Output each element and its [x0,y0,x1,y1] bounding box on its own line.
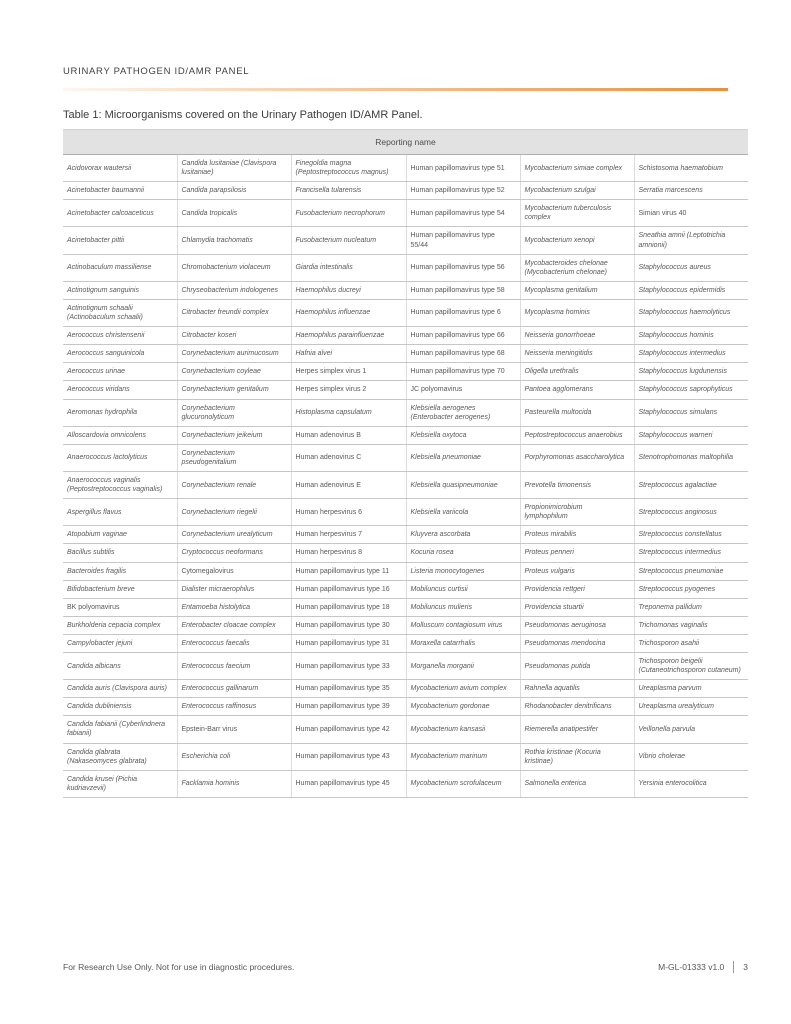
organism-cell: Escherichia coli [177,743,291,770]
table-row [63,426,748,444]
table-row [63,200,748,227]
table-row [63,227,748,254]
organism-cell: Chryseobacterium indologenes [177,281,291,299]
organism-cell: Vibrio cholerae [634,743,748,770]
organism-cell: Candida glabrata (Nakaseomyces glabrata) [63,743,177,770]
organism-cell: Kocuria rosea [406,544,520,562]
organism-cell: Human papillomavirus type 6 [406,299,520,326]
organism-cell: Entamoeba histolytica [177,598,291,616]
organism-cell: Trichosporon beigelii (Cutaneotrichosporon cutaneum) [634,653,748,680]
organism-cell: Mycobacterium kansasii [406,716,520,743]
organism-cell: Giardia intestinalis [291,254,406,281]
table-row [63,363,748,381]
organism-cell: Human papillomavirus type 30 [291,616,406,634]
organism-cell: Rothia kristinae (Kocuria kristinae) [520,743,634,770]
organism-cell: Ureaplasma parvum [634,680,748,698]
organism-cell: Human papillomavirus type 58 [406,281,520,299]
organism-cell: Anaerococcus lactolyticus [63,444,177,471]
organism-cell: Mycoplasma hominis [520,299,634,326]
organism-cell: Human papillomavirus type 18 [291,598,406,616]
organism-cell: Enterobacter cloacae complex [177,616,291,634]
organism-cell: Aerococcus urinae [63,363,177,381]
organism-cell: Hafnia alvei [291,345,406,363]
organism-cell: Klebsiella variicola [406,499,520,526]
organism-cell: Acinetobacter pittii [63,227,177,254]
organism-cell: Staphylococcus saprophyticus [634,381,748,399]
organism-cell: Corynebacterium genitalium [177,381,291,399]
table-row [63,698,748,716]
organism-cell: Candida lusitaniae (Clavispora lusitaniae) [177,155,291,182]
organism-cell: Human herpesvirus 7 [291,526,406,544]
organism-cell: Human herpesvirus 6 [291,499,406,526]
organism-cell: Molluscum contagiosum virus [406,616,520,634]
organism-cell: Candida dubliniensis [63,698,177,716]
organism-cell: Neisseria gonorrhoeae [520,327,634,345]
organism-cell: Human papillomavirus type 45 [291,770,406,797]
organism-cell: Candida krusei (Pichia kudriavzevii) [63,770,177,797]
organism-cell: Pasteurella multocida [520,399,634,426]
organism-cell: Pseudomonas aeruginosa [520,616,634,634]
organism-cell: Oligella urethralis [520,363,634,381]
organism-cell: Aerococcus christensenii [63,327,177,345]
table-row [63,327,748,345]
footer-divider [733,961,734,973]
organism-cell: Streptococcus intermedius [634,544,748,562]
organism-cell: Corynebacterium coyleae [177,363,291,381]
organism-cell: Corynebacterium urealyticum [177,526,291,544]
organism-cell: Finegoldia magna (Peptostreptococcus magnus) [291,155,406,182]
table-row [63,653,748,680]
organism-cell: Mycobacteroides chelonae (Mycobacterium chelonae) [520,254,634,281]
organism-cell: Streptococcus constellatus [634,526,748,544]
footer-doc-number: M-GL-01333 v1.0 [658,962,725,972]
organism-cell: Corynebacterium glucuronolyticum [177,399,291,426]
organism-cell: Campylobacter jejuni [63,634,177,652]
organism-cell: Mycobacterium marinum [406,743,520,770]
organism-cell: Human papillomavirus type 52 [406,182,520,200]
organism-cell: Human papillomavirus type 68 [406,345,520,363]
organism-cell: Aspergillus flavus [63,499,177,526]
organism-cell: Herpes simplex virus 2 [291,381,406,399]
organism-cell: Pantoea agglomerans [520,381,634,399]
organism-cell: Mycobacterium gordonae [406,698,520,716]
organism-cell: Mycobacterium szulgai [520,182,634,200]
organism-cell: Streptococcus anginosus [634,499,748,526]
footer-disclaimer: For Research Use Only. Not for use in diagnostic procedures. [63,962,295,972]
table-row [63,499,748,526]
organism-cell: Human adenovirus B [291,426,406,444]
table-row [63,580,748,598]
organism-cell: Mycobacterium tuberculosis complex [520,200,634,227]
organism-cell: Human adenovirus C [291,444,406,471]
organism-table-body [63,155,748,798]
organism-cell: Staphylococcus haemolyticus [634,299,748,326]
organism-cell: Candida fabianii (Cyberlindnera fabianii) [63,716,177,743]
organism-cell: Klebsiella oxytoca [406,426,520,444]
table-row [63,381,748,399]
table-header [63,130,748,155]
organism-cell: Staphylococcus hominis [634,327,748,345]
organism-cell: Cytomegalovirus [177,562,291,580]
organism-cell: Morganella morganii [406,653,520,680]
organism-cell: Streptococcus pyogenes [634,580,748,598]
organism-cell: Staphylococcus epidermidis [634,281,748,299]
organism-cell: Trichosporon asahii [634,634,748,652]
organism-cell: JC polyomavirus [406,381,520,399]
organism-cell: Bacteroides fragilis [63,562,177,580]
organism-cell: Human papillomavirus type 56 [406,254,520,281]
organism-cell: Candida tropicalis [177,200,291,227]
organism-cell: Chromobacterium violaceum [177,254,291,281]
organism-cell: Proteus penneri [520,544,634,562]
organism-cell: Aerococcus viridans [63,381,177,399]
table-row [63,182,748,200]
organism-cell: Streptococcus pneumoniae [634,562,748,580]
organism-cell: Herpes simplex virus 1 [291,363,406,381]
organism-cell: Bacillus subtilis [63,544,177,562]
organism-cell: Human papillomavirus type 42 [291,716,406,743]
organism-cell: Candida parapsilosis [177,182,291,200]
organism-cell: Salmonella enterica [520,770,634,797]
table-row [63,345,748,363]
organism-table [63,129,748,798]
organism-cell: Fusobacterium nucleatum [291,227,406,254]
organism-cell: Pseudomonas mendocina [520,634,634,652]
organism-cell: Providencia rettgeri [520,580,634,598]
organism-cell: Proteus vulgaris [520,562,634,580]
organism-cell: Candida albicans [63,653,177,680]
organism-cell: Bifidobacterium breve [63,580,177,598]
organism-cell: Haemophilus parainfluenzae [291,327,406,345]
organism-cell: Alloscardovia omnicolens [63,426,177,444]
organism-cell: Staphylococcus lugdunensis [634,363,748,381]
table-row [63,444,748,471]
organism-cell: Rahnella aquatilis [520,680,634,698]
organism-cell: Human papillomavirus type 16 [291,580,406,598]
organism-cell: Actinotignum sanguinis [63,281,177,299]
organism-cell: Trichomonas vaginalis [634,616,748,634]
table-row [63,680,748,698]
organism-cell: Yersinia enterocolitica [634,770,748,797]
organism-cell: Neisseria meningitidis [520,345,634,363]
organism-cell: Human papillomavirus type 55/44 [406,227,520,254]
organism-cell: Peptostreptococcus anaerobius [520,426,634,444]
organism-cell: Histoplasma capsulatum [291,399,406,426]
organism-cell: Human papillomavirus type 39 [291,698,406,716]
table-row [63,471,748,498]
organism-cell: Prevotella timonensis [520,471,634,498]
organism-cell: Klebsiella quasipneumoniae [406,471,520,498]
organism-cell: Burkholderia cepacia complex [63,616,177,634]
organism-cell: Enterococcus raffinosus [177,698,291,716]
organism-cell: Mycoplasma genitalium [520,281,634,299]
organism-cell: Mycobacterium scrofulaceum [406,770,520,797]
organism-cell: Candida auris (Clavispora auris) [63,680,177,698]
table-header-row [63,130,748,155]
organism-cell: Corynebacterium aurimucosum [177,345,291,363]
table-row [63,299,748,326]
organism-cell: Staphylococcus intermedius [634,345,748,363]
organism-cell: Citrobacter freundii complex [177,299,291,326]
organism-cell: Fusobacterium necrophorum [291,200,406,227]
organism-cell: Staphylococcus simulans [634,399,748,426]
organism-cell: Staphylococcus aureus [634,254,748,281]
organism-cell: Human adenovirus E [291,471,406,498]
organism-cell: Human herpesvirus 8 [291,544,406,562]
organism-cell: Facklamia hominis [177,770,291,797]
organism-cell: Human papillomavirus type 33 [291,653,406,680]
table-row [63,634,748,652]
organism-cell: Propionimicrobium lymphophilum [520,499,634,526]
organism-cell: Mycobacterium xenopi [520,227,634,254]
organism-cell: Ureaplasma urealyticum [634,698,748,716]
organism-cell: Mobiluncus curtisii [406,580,520,598]
organism-cell: Klebsiella aerogenes (Enterobacter aerogenes) [406,399,520,426]
organism-cell: Acinetobacter calcoaceticus [63,200,177,227]
table-row [63,616,748,634]
table-row [63,770,748,797]
organism-cell: Mycobacterium avium complex [406,680,520,698]
organism-cell: Citrobacter koseri [177,327,291,345]
organism-cell: Serratia marcescens [634,182,748,200]
organism-cell: Human papillomavirus type 35 [291,680,406,698]
organism-cell: Actinotignum schaalii (Actinobaculum schaalii) [63,299,177,326]
organism-cell: Pseudomonas putida [520,653,634,680]
organism-cell: Moraxella catarrhalis [406,634,520,652]
organism-cell: Human papillomavirus type 43 [291,743,406,770]
organism-cell: Dialister micraerophilus [177,580,291,598]
organism-cell: Providencia stuartii [520,598,634,616]
organism-cell: Mobiluncus mulieris [406,598,520,616]
table-row [63,254,748,281]
table-row [63,399,748,426]
table-header-label: Reporting name [63,130,748,155]
organism-cell: Schistosoma haematobium [634,155,748,182]
organism-cell: Listeria monocytogenes [406,562,520,580]
organism-cell: Treponema pallidum [634,598,748,616]
organism-cell: Human papillomavirus type 66 [406,327,520,345]
organism-cell: Human papillomavirus type 11 [291,562,406,580]
organism-cell: Corynebacterium renale [177,471,291,498]
organism-cell: Chlamydia trachomatis [177,227,291,254]
organism-cell: Aeromonas hydrophila [63,399,177,426]
organism-table-grid [63,129,748,798]
table-row [63,716,748,743]
page-footer [63,961,748,973]
organism-cell: Anaerococcus vaginalis (Peptostreptococcus vaginalis) [63,471,177,498]
organism-cell: Corynebacterium pseudogenitalium [177,444,291,471]
organism-cell: Epstein-Barr virus [177,716,291,743]
table-row [63,281,748,299]
organism-cell: Human papillomavirus type 70 [406,363,520,381]
organism-cell: Mycobacterium simiae complex [520,155,634,182]
organism-cell: Simian virus 40 [634,200,748,227]
organism-cell: Enterococcus faecalis [177,634,291,652]
organism-cell: Actinobaculum massiliense [63,254,177,281]
table-row [63,743,748,770]
organism-cell: Proteus mirabilis [520,526,634,544]
document-header-title: URINARY PATHOGEN ID/AMR PANEL [63,66,250,77]
organism-cell: Enterococcus faecium [177,653,291,680]
organism-cell: Riemerella anatipestifer [520,716,634,743]
table-row [63,526,748,544]
organism-cell: Klebsiella pneumoniae [406,444,520,471]
organism-cell: Staphylococcus warneri [634,426,748,444]
organism-cell: Aerococcus sanguinicola [63,345,177,363]
organism-cell: Human papillomavirus type 31 [291,634,406,652]
organism-cell: Corynebacterium jeikeium [177,426,291,444]
organism-cell: BK polyomavirus [63,598,177,616]
organism-cell: Corynebacterium riegelii [177,499,291,526]
organism-cell: Sneathia amnii (Leptotrichia amnionii) [634,227,748,254]
organism-cell: Francisella tularensis [291,182,406,200]
organism-cell: Human papillomavirus type 54 [406,200,520,227]
table-row [63,562,748,580]
table-caption: Table 1: Microorganisms covered on the Urinary Pathogen ID/AMR Panel. [63,109,423,121]
organism-cell: Streptococcus agalactiae [634,471,748,498]
organism-cell: Stenotrophomonas maltophilia [634,444,748,471]
organism-cell: Porphyromonas asaccharolytica [520,444,634,471]
organism-cell: Haemophilus ducreyi [291,281,406,299]
accent-rule [63,88,728,91]
footer-right [658,961,748,973]
table-row [63,155,748,182]
organism-cell: Human papillomavirus type 51 [406,155,520,182]
footer-page-number: 3 [743,962,748,972]
organism-cell: Acidovorax wautersii [63,155,177,182]
table-row [63,544,748,562]
organism-cell: Enterococcus gallinarum [177,680,291,698]
organism-cell: Haemophilus influenzae [291,299,406,326]
organism-cell: Veillonella parvula [634,716,748,743]
organism-cell: Cryptococcus neoformans [177,544,291,562]
organism-cell: Atopobium vaginae [63,526,177,544]
organism-cell: Acinetobacter baumannii [63,182,177,200]
organism-cell: Kluyvera ascorbata [406,526,520,544]
table-row [63,598,748,616]
organism-cell: Rhodanobacter denitrificans [520,698,634,716]
